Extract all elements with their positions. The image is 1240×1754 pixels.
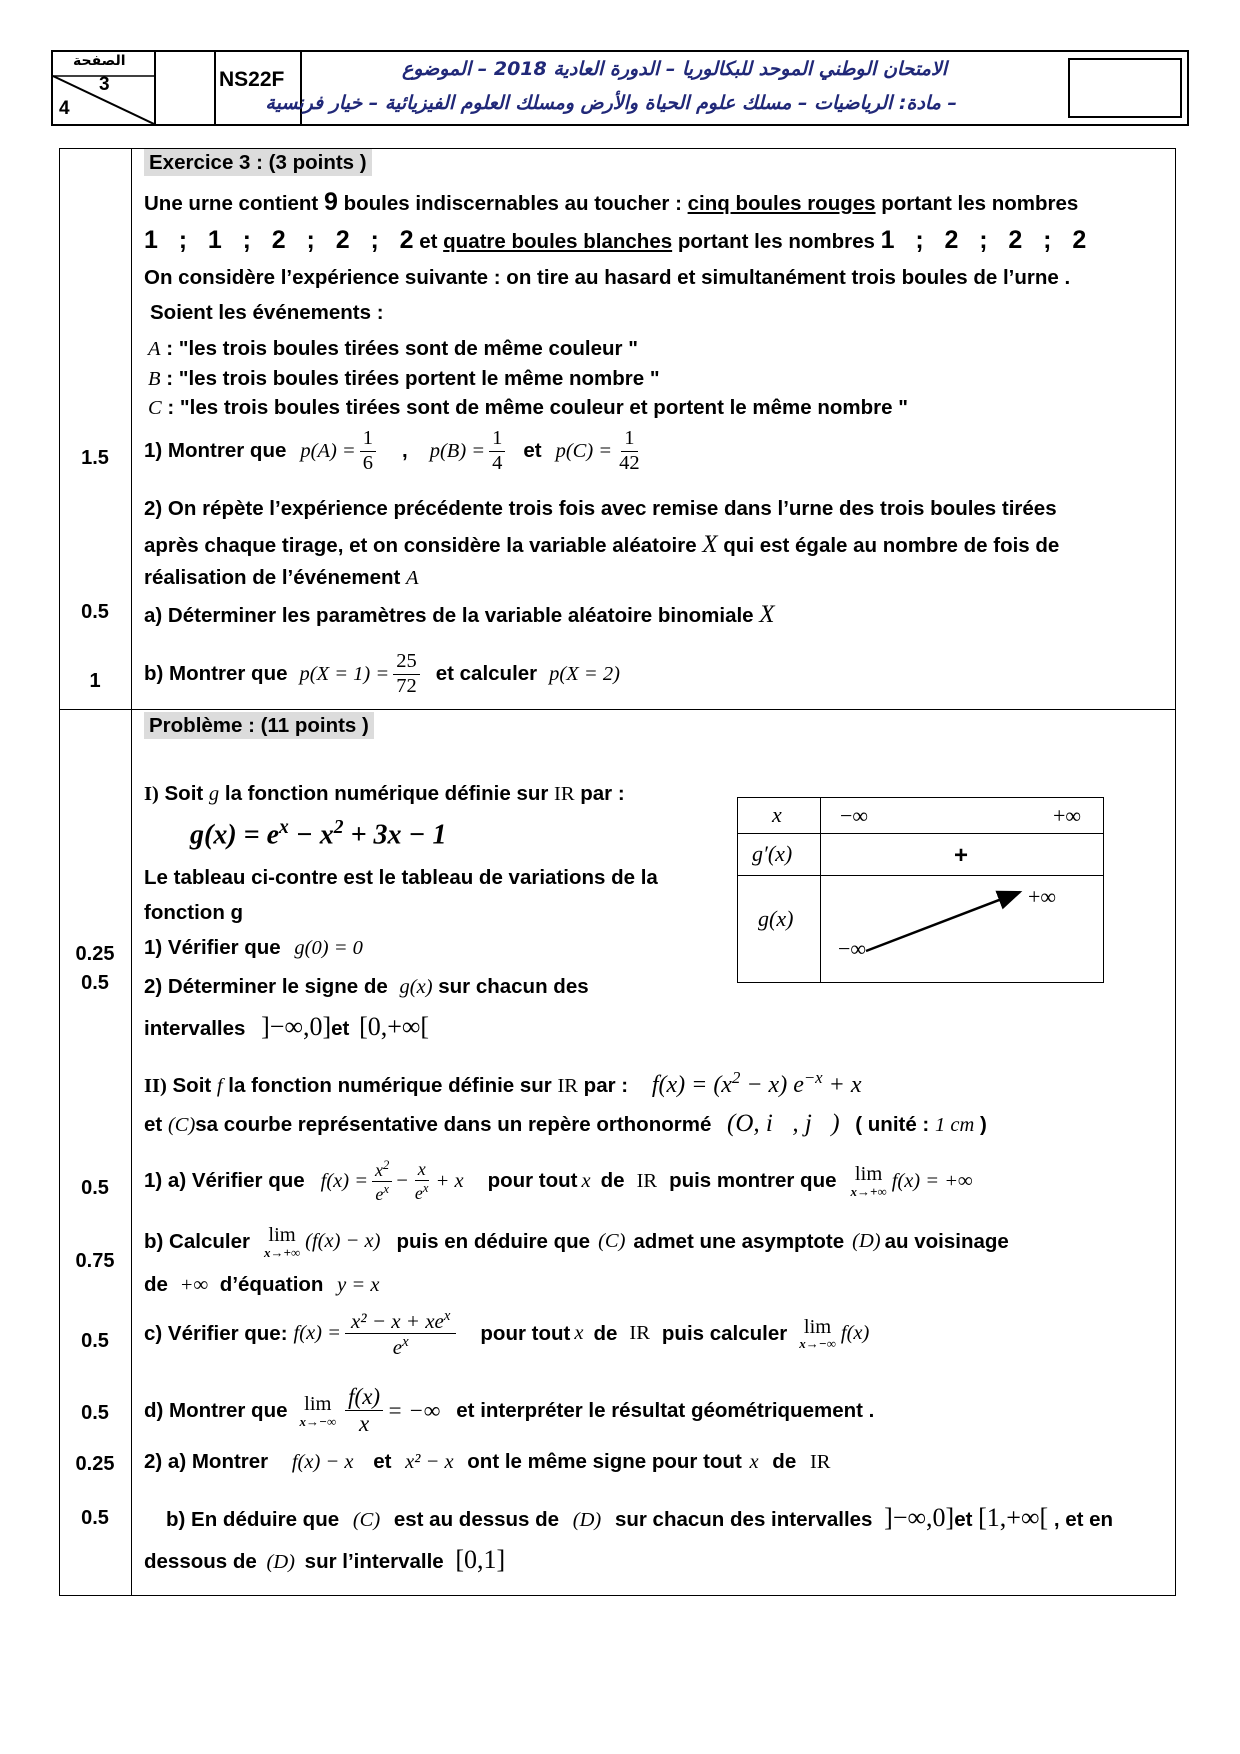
ex3-event-b <box>148 367 660 391</box>
g-formula-end: + 3x − 1 <box>343 819 447 851</box>
q1b-pinf: +∞ <box>179 1274 209 1296</box>
interval-2: [0,+∞[ <box>359 1012 430 1041</box>
q2a-expr1: f(x) − x <box>291 1451 354 1473</box>
ex3-white-balls: quatre boules blanches <box>443 230 673 253</box>
q-i2-expr: g(x) <box>399 976 433 998</box>
points-pb-ii1c: 0.5 <box>81 1330 109 1352</box>
exam-title-line1: الامتحان الوطني الموحد للبكالوريا – الدورة العادية 2018 – الموضوع <box>401 58 947 80</box>
q2b-expr: p(X = 1) = <box>299 662 390 685</box>
pb-q1c <box>144 1308 869 1359</box>
q1a-de: de <box>600 1169 625 1193</box>
page-label: الصفحة <box>73 53 126 69</box>
q2a-ir: IR <box>809 1451 831 1473</box>
ex3-q2a <box>144 601 775 629</box>
q1-and: et <box>523 439 542 463</box>
q2-line2b: qui est égale au nombre de fois de <box>717 534 1060 557</box>
points-ex3-q1: 1.5 <box>81 447 109 469</box>
ex3-numbers <box>144 226 1086 255</box>
num-x: x <box>415 1159 429 1181</box>
lim-sub: x→+∞ <box>850 1183 887 1199</box>
ex3-events-intro: Soient les événements : <box>150 301 384 324</box>
unit-val: 1 cm <box>934 1114 975 1136</box>
part1-par: par : <box>574 782 625 805</box>
vt-increasing-arrow <box>738 798 1103 982</box>
q1b-line2b: d’équation <box>219 1273 324 1296</box>
header <box>51 50 1189 126</box>
q1b-text: puis en déduire que <box>396 1229 591 1253</box>
q2b-int2: [1,+∞[ <box>978 1503 1049 1532</box>
lim-sub: x→−∞ <box>799 1336 836 1352</box>
frac-num: 1 <box>621 427 637 452</box>
fraction-25-72 <box>393 650 420 698</box>
q1a-x: x <box>581 1169 591 1192</box>
interval-1: ]−∞,0] <box>261 1012 332 1041</box>
q-i2-line2: intervalles <box>144 1017 246 1040</box>
lim-text: lim <box>854 1163 883 1186</box>
q1c-limit <box>799 1317 836 1351</box>
q1a-then: puis montrer que <box>669 1169 837 1193</box>
vt-gprime-sign: + <box>954 842 969 869</box>
fraction-fx-x <box>345 1384 383 1438</box>
den-exp: x <box>422 1180 429 1195</box>
q-i2-et: et <box>331 1017 350 1040</box>
q2b-d: (D) <box>572 1509 602 1531</box>
points-pb-ii2b: 0.5 <box>81 1507 109 1529</box>
ex3-event-a <box>148 337 638 361</box>
page-number: 3 <box>99 74 110 95</box>
pb-q1d <box>144 1384 874 1438</box>
part2-f: f <box>216 1075 223 1097</box>
q1c-num: x² − x + xe <box>350 1309 444 1333</box>
f-formula-end: + x <box>822 1072 862 1098</box>
section-divider <box>59 709 1176 710</box>
exam-code: NS22F <box>219 68 285 91</box>
part1-roman: I) <box>144 783 159 805</box>
fraction-1-6 <box>360 427 376 475</box>
frac-num: 1 <box>489 427 505 452</box>
curve-text1: et <box>144 1113 168 1136</box>
q2b-mid: et calculer <box>435 662 538 686</box>
curve-text2: sa courbe représentative dans un repère orthonormé <box>195 1113 712 1136</box>
ex3-q2-line1: 2) On répète l’expérience précédente trois fois avec remise dans l’urne des trois boules tirées <box>144 497 1057 520</box>
pb-q1b-line2 <box>144 1273 379 1297</box>
q1-sep: , <box>402 439 408 463</box>
q-i1-label: 1) Vérifier que <box>144 936 281 959</box>
exercise3-title <box>144 151 372 175</box>
q1a-plus: + x <box>435 1169 464 1192</box>
ex3-q2-line3 <box>144 566 419 590</box>
lim-text: lim <box>803 1315 832 1338</box>
q-i2-end: sur chacun des <box>438 975 589 998</box>
den-exp: x <box>402 1334 409 1351</box>
g-formula-exp: x <box>279 817 289 838</box>
points-pb-i1: 0.25 <box>75 943 115 965</box>
ex3-red-balls: cinq boules rouges <box>687 192 876 215</box>
pb-q1b <box>144 1225 1009 1259</box>
q1a-ir: IR <box>636 1169 658 1192</box>
q2b-expr2: p(X = 2) <box>549 662 620 685</box>
table-desc-1: Le tableau ci-contre est le tableau de variations de la <box>144 866 658 889</box>
lim-sub: x→−∞ <box>299 1413 337 1429</box>
f-formula-mid: − x) e <box>740 1072 804 1098</box>
q1b-expr: (f(x) − x) <box>305 1230 381 1253</box>
q2b-label: b) Montrer que <box>144 662 288 686</box>
q2a-label: 2) a) Montrer <box>144 1450 269 1473</box>
fraction-x2-ex <box>372 1158 392 1204</box>
pb-part1-intro <box>144 782 625 806</box>
g-formula <box>190 817 447 851</box>
points-pb-ii1b: 0.75 <box>75 1250 115 1272</box>
q2b-c: (C) <box>352 1509 381 1531</box>
q1a-lim-expr: f(x) = +∞ <box>891 1169 973 1192</box>
pb-q-i2-line2 <box>144 1012 429 1042</box>
page-total: 4 <box>59 98 70 119</box>
part2-text2: la fonction numérique définie sur <box>222 1074 558 1097</box>
ex3-q2b <box>144 650 620 698</box>
q1-pa: p(A) = <box>300 439 356 462</box>
q1c-then: puis calculer <box>661 1321 788 1345</box>
event-a-text: : "les trois boules tirées sont de même couleur " <box>160 337 638 360</box>
event-c-letter: C <box>148 397 162 419</box>
num-x: x <box>375 1160 384 1180</box>
q1b-d: (D) <box>852 1230 881 1253</box>
vt-gprime-label: g′(x) <box>752 841 793 866</box>
q1c-label: c) Vérifier que: <box>144 1321 288 1345</box>
part2-par: par : <box>577 1074 629 1097</box>
q1d-num: f(x) <box>345 1384 383 1411</box>
q1c-de: de <box>593 1321 618 1345</box>
frac-den: 6 <box>362 451 374 474</box>
vt-g-plus-inf: +∞ <box>1028 884 1057 909</box>
q2-line3: réalisation de l’événement <box>144 566 407 589</box>
q1d-limit <box>300 1394 337 1428</box>
q2b-on: sur chacun des intervalles <box>614 1508 873 1531</box>
q1b-limit <box>264 1225 300 1259</box>
den-exp: x <box>383 1181 389 1196</box>
q1b-asym: admet une asymptote <box>633 1229 845 1253</box>
q1b-line2a: de <box>144 1273 168 1296</box>
q2-var-x: X <box>702 531 718 558</box>
den-e: e <box>414 1182 423 1203</box>
points-pb-i2: 0.5 <box>81 972 109 994</box>
part1-text2: la fonction numérique définie sur <box>219 782 555 805</box>
curve-c: (C) <box>167 1114 196 1136</box>
f-formula: f(x) = (x <box>651 1072 732 1098</box>
page-number-box <box>53 52 156 124</box>
lim-text: lim <box>268 1224 296 1246</box>
part1-ir: IR <box>554 783 575 805</box>
q1-label: 1) Montrer que <box>144 439 287 463</box>
q1b-near: au voisinage <box>884 1229 1009 1253</box>
fraction-1-4 <box>489 427 505 475</box>
q2b-int1: ]−∞,0] <box>884 1503 955 1532</box>
lim-text: lim <box>304 1393 332 1416</box>
event-b-text: : "les trois boules tirées portent le même nombre " <box>160 367 660 390</box>
ex3-intro-part1: Une urne contient <box>144 192 324 215</box>
ex3-red-numbers: 1 ; 1 ; 2 ; 2 ; 2 <box>144 226 414 254</box>
ex3-intro-part3: portant les nombres <box>875 192 1079 215</box>
q1c-x: x <box>574 1322 584 1345</box>
vt-g-label: g(x) <box>758 906 794 931</box>
pb-q-i1 <box>144 936 363 960</box>
q1a-for: pour tout <box>487 1169 578 1193</box>
event-c-text: : "les trois boules tirées sont de même couleur et portent le même nombre " <box>161 396 908 419</box>
g-formula-rest: − x <box>288 819 334 851</box>
ex3-event-c <box>148 396 908 420</box>
ex3-experiment: On considère l’expérience suivante : on tire au hasard et simultanément trois boules de l’urne . <box>144 266 1071 289</box>
part1-g: g <box>208 783 220 805</box>
q-i2-label: 2) Déterminer le signe de <box>144 975 388 998</box>
lim-sub: x→+∞ <box>263 1244 301 1260</box>
q2a-et: et <box>373 1450 392 1473</box>
den-e: e <box>375 1183 384 1204</box>
q2a-text: a) Déterminer les paramètres de la variable aléatoire binomiale <box>144 604 760 627</box>
q2-line2a: après chaque tirage, et on considère la variable aléatoire <box>144 534 703 557</box>
fraction-q1c <box>345 1308 456 1359</box>
q1c-ir: IR <box>629 1322 650 1345</box>
q1c-lim-expr: f(x) <box>840 1322 870 1345</box>
q2b-et: et <box>954 1508 973 1531</box>
q1c-num-exp: x <box>443 1308 451 1324</box>
q1-pc: p(C) = <box>555 439 613 462</box>
event-b-letter: B <box>148 368 161 390</box>
table-desc-2: fonction g <box>144 901 244 924</box>
frac-num: 1 <box>360 427 376 452</box>
pb-q1a: 1) a) Vérifier que f(x) = $\frac{x^2}{e^x}$ − $\frac{x}{e^x}$ + x pour tout x de IR puis montrer que lim x→+∞ f(x) = +∞ <box>144 1158 973 1204</box>
ex3-intro <box>144 188 1078 217</box>
q1b-label: b) Calculer <box>144 1229 250 1253</box>
ex3-and: et <box>413 230 444 253</box>
q2b-label: b) En déduire que <box>166 1508 340 1531</box>
q1a-lhs: f(x) = <box>320 1169 369 1192</box>
q1d-den: x <box>359 1411 370 1437</box>
vt-x-plus-inf: +∞ <box>1053 803 1082 828</box>
ex3-ball-count: 9 <box>323 188 338 216</box>
q1c-lhs: f(x) = <box>293 1322 341 1345</box>
g-formula-sq: 2 <box>333 817 344 838</box>
q2a-x: x <box>749 1451 759 1473</box>
points-pb-ii1a: 0.5 <box>81 1177 109 1199</box>
points-ex3-q2b: 1 <box>89 670 101 692</box>
q2b-d2: (D) <box>266 1551 295 1573</box>
q2a-var-x: X <box>759 601 775 628</box>
q1d-end: et interpréter le résultat géométriquement . <box>456 1398 875 1422</box>
q1b-c: (C) <box>598 1230 626 1253</box>
frac-den: 4 <box>492 451 503 474</box>
q1b-eq: y = x <box>337 1274 380 1296</box>
ex3-white-text: portant les nombres <box>672 230 881 253</box>
points-column-divider <box>131 148 132 1596</box>
part1-text: Soit <box>158 782 209 805</box>
gap-cell <box>154 52 216 124</box>
den-e: e <box>392 1335 403 1360</box>
problem-title <box>144 714 374 738</box>
q-i1-expr: g(0) = 0 <box>294 937 363 959</box>
vt-g-minus-inf: −∞ <box>838 936 867 961</box>
fraction-1-42 <box>616 427 643 475</box>
ex3-intro-part2: boules indiscernables au toucher : <box>337 192 688 215</box>
q2a-de: de <box>772 1450 797 1473</box>
g-formula-lhs: g(x) = e <box>190 819 280 851</box>
f-formula-exp: −x <box>803 1068 823 1087</box>
q2b-comma: , et en <box>1053 1508 1114 1531</box>
pb-q2b-line2 <box>144 1545 505 1575</box>
exercise3-title-text: Exercice 3 : (3 points ) <box>144 149 372 176</box>
frame-oij: (O, i⃗, j⃗) <box>727 1110 840 1137</box>
unit-close: ) <box>979 1113 987 1136</box>
pb-part2-intro <box>144 1068 862 1099</box>
q2-event-a: A <box>406 567 419 589</box>
fraction-x-ex <box>412 1159 432 1203</box>
points-ex3-q2a: 0.5 <box>81 601 109 623</box>
code-empty-box <box>1068 58 1182 118</box>
f-formula-sq: 2 <box>731 1068 741 1087</box>
ex3-white-numbers: 1 ; 2 ; 2 ; 2 <box>880 226 1087 254</box>
frac-den: 42 <box>619 451 640 474</box>
variation-table <box>737 797 1104 983</box>
q1d-res: = −∞ <box>387 1397 441 1423</box>
event-a-letter: A <box>148 338 161 360</box>
frac-den: 72 <box>396 674 417 697</box>
q1c-for: pour tout <box>480 1321 571 1345</box>
part2-ir: IR <box>557 1075 578 1097</box>
num-sq: 2 <box>383 1158 390 1172</box>
q2b-int3: [0,1] <box>455 1545 506 1574</box>
exam-title-line2: – مادة: الرياضيات – مسلك علوم الحياة والأرض ومسلك العلوم الفيزيائية – خيار فرنسية <box>265 92 957 114</box>
q2a-end: ont le même signe pour tout <box>467 1450 742 1473</box>
part2-text: Soit <box>166 1074 217 1097</box>
vt-x-minus-inf: −∞ <box>840 803 869 828</box>
ex3-q1 <box>144 427 647 475</box>
unit-text: ( unité : <box>855 1113 930 1136</box>
q1a-label: 1) a) Vérifier que <box>144 1169 305 1193</box>
q2a-expr2: x² − x <box>405 1451 454 1473</box>
q1a-limit <box>851 1164 887 1198</box>
q2b-above: est au dessus de <box>393 1508 560 1531</box>
q2b-line2b: sur l’intervalle <box>304 1550 444 1573</box>
frac-num: 25 <box>393 650 420 675</box>
problem-title-text: Problème : (11 points ) <box>144 712 374 739</box>
ex3-q2-line2 <box>144 531 1059 559</box>
q1-pb: p(B) = <box>429 439 486 462</box>
pb-q-i2 <box>144 975 589 999</box>
points-pb-ii2a: 0.25 <box>75 1453 115 1475</box>
part2-roman: II) <box>144 1075 167 1097</box>
pb-q2b <box>166 1503 1113 1533</box>
points-pb-ii1d: 0.5 <box>81 1402 109 1424</box>
q1d-label: d) Montrer que <box>144 1398 288 1422</box>
pb-curve-line <box>144 1110 987 1138</box>
vt-x-label: x <box>772 802 782 827</box>
q2b-line2: dessous de <box>144 1550 257 1573</box>
pb-q2a <box>144 1450 830 1474</box>
